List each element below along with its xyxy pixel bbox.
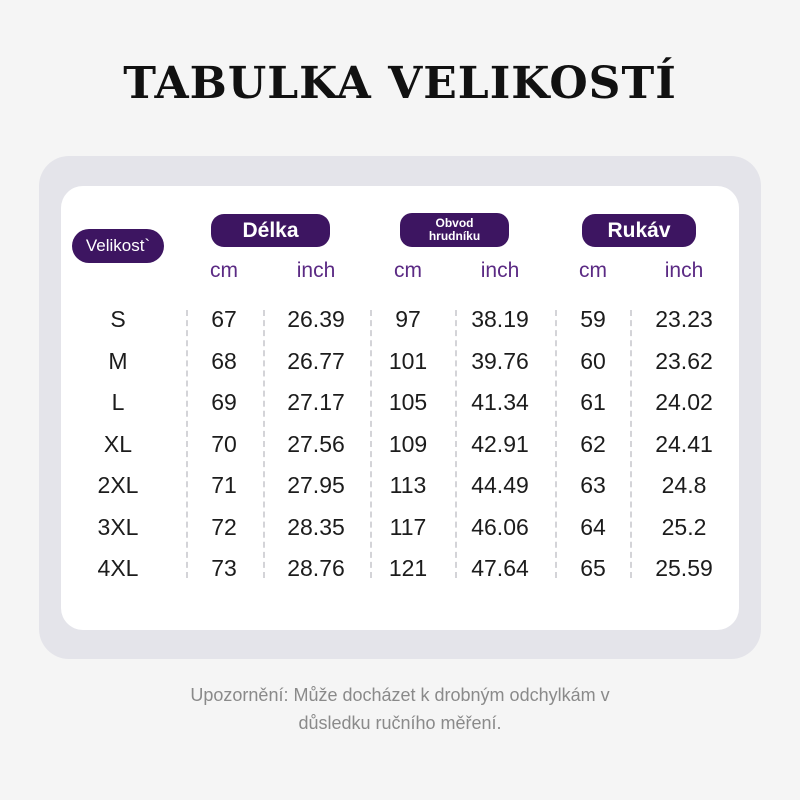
table-cell: 69	[211, 389, 237, 415]
measurement-note	[0, 681, 800, 737]
table-cell: 61	[580, 389, 606, 415]
table-cell: 26.77	[287, 347, 345, 374]
table-cell: 64	[580, 513, 606, 540]
unit-label-cm: cm	[394, 259, 422, 282]
measurement-note-line-1: Upozornění: Může docházet k drobným odchylkám v	[190, 685, 610, 705]
column-divider	[370, 310, 372, 578]
unit-label-inch: inch	[296, 259, 336, 282]
table-cell: 27.95	[287, 472, 345, 498]
table-cell: 23.62	[655, 347, 713, 374]
table-cell: 60	[580, 347, 606, 374]
table-cell: 27.56	[287, 430, 345, 457]
size-label: M	[108, 347, 128, 374]
table-cell: 62	[580, 430, 606, 457]
table-cell: 73	[211, 555, 237, 581]
unit-label-inch: inch	[664, 259, 704, 282]
table-cell: 63	[580, 472, 606, 498]
table-cell: 70	[211, 430, 237, 457]
table-cell: 28.76	[287, 555, 345, 581]
table-cell: 38.19	[471, 306, 529, 332]
column-divider	[555, 310, 557, 578]
table-cell: 25.59	[655, 555, 713, 581]
header-sleeve: Rukáv	[582, 214, 696, 247]
header-length: Délka	[211, 214, 330, 247]
table-cell: 25.2	[661, 513, 707, 540]
header-size: Velikost`	[72, 229, 164, 263]
size-label: L	[111, 389, 125, 415]
table-cell: 24.02	[655, 389, 713, 415]
unit-label-inch: inch	[480, 259, 520, 282]
table-cell: 113	[389, 472, 427, 498]
size-label: 4XL	[97, 555, 139, 581]
table-cell: 109	[388, 430, 428, 457]
table-cell: 121	[388, 555, 428, 581]
column-divider	[630, 310, 632, 578]
table-cell: 41.34	[471, 389, 529, 415]
header-chest: Obvod hrudníku	[400, 213, 509, 247]
column-divider	[263, 310, 265, 578]
table-cell: 42.91	[471, 430, 529, 457]
table-cell: 65	[580, 555, 606, 581]
table-cell: 68	[211, 347, 237, 374]
table-cell: 71	[211, 472, 237, 498]
table-cell: 105	[388, 389, 428, 415]
table-cell: 47.64	[471, 555, 529, 581]
table-cell: 24.8	[661, 472, 707, 498]
table-cell: 27.17	[287, 389, 345, 415]
size-label: XL	[103, 430, 133, 457]
table-cell: 39.76	[471, 347, 529, 374]
measurement-note-line-2: důsledku ručního měření.	[298, 713, 502, 733]
table-cell: 24.41	[655, 430, 713, 457]
table-cell: 97	[395, 306, 421, 332]
unit-label-cm: cm	[579, 259, 607, 282]
unit-label-cm: cm	[210, 259, 238, 282]
table-cell: 46.06	[471, 513, 529, 540]
table-cell: 28.35	[287, 513, 345, 540]
table-cell: 59	[580, 306, 606, 332]
table-cell: 23.23	[655, 306, 713, 332]
column-divider	[455, 310, 457, 578]
table-cell: 26.39	[287, 306, 345, 332]
page-title: TABULKA VELIKOSTÍ	[123, 58, 677, 109]
table-cell: 72	[211, 513, 237, 540]
table-cell: 67	[211, 306, 237, 332]
table-cell: 117	[389, 513, 427, 540]
table-cell: 44.49	[471, 472, 529, 498]
size-label: 2XL	[97, 472, 139, 498]
size-label: 3XL	[97, 513, 139, 540]
size-label: S	[110, 306, 126, 332]
column-divider	[186, 310, 188, 578]
table-cell: 101	[388, 347, 428, 374]
